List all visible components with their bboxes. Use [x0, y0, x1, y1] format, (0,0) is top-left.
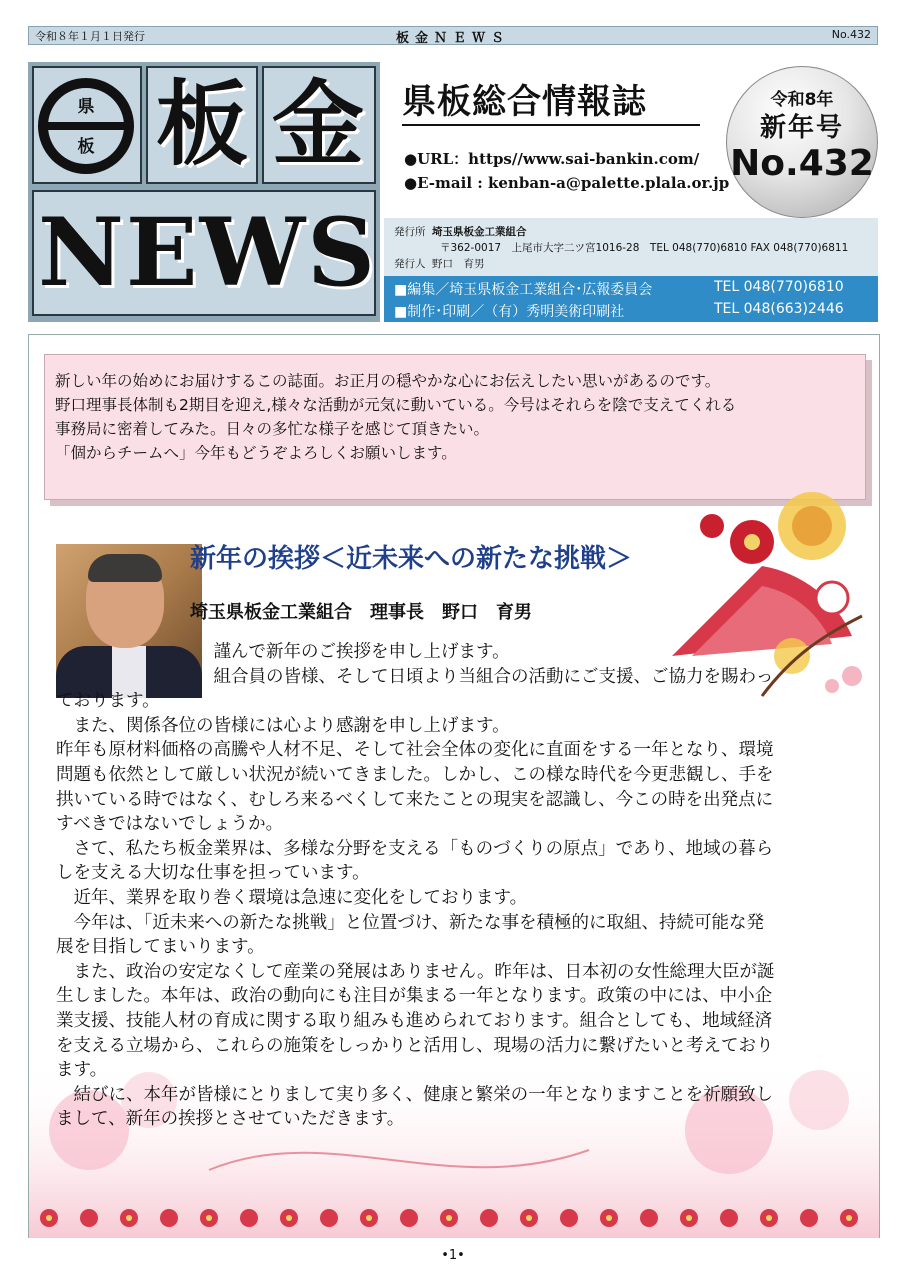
emblem-bar: [40, 122, 132, 130]
intro-line: 事務局に密着してみた。日々の多忙な様子を感じて頂きたい。: [55, 420, 490, 438]
article-body-line: 謹んで新年のご挨拶を申し上げます。: [196, 642, 510, 662]
badge-era: 令和8年: [770, 90, 834, 110]
publisher-name: 埼玉県板金工業組合: [432, 226, 527, 238]
article-body-line: まして、新年の挨拶とさせていただきます。: [56, 1109, 405, 1130]
printer-credit: ■制作･印刷／（有）秀明美術印刷社: [394, 304, 625, 320]
article-title: 新年の挨拶＜近未来への新たな挑戦＞: [190, 544, 633, 574]
edit-bar: [384, 276, 878, 322]
article-body-line: ます。: [56, 1060, 108, 1081]
website-url[interactable]: ●URL：https//www.sai-bankin.com/: [404, 150, 700, 168]
editor-tel: TEL 048(770)6810: [714, 279, 844, 295]
article-body-line: さて、私たち板金業界は、多様な分野を支える「ものづくりの原点」であり、地域の暮ら: [56, 838, 774, 859]
newsletter-name: 板金ＮＥＷＳ: [395, 31, 510, 46]
article-body-line: ております。: [56, 691, 160, 712]
top-strip: [28, 26, 878, 45]
article-body-line: 拱いている時ではなく、むしろ来るべくして来たことの現実を認識し、今この時を出発点に: [56, 789, 774, 810]
article-body-line: 展を目指してまいります。: [56, 937, 265, 958]
page-number: •1•: [441, 1248, 465, 1263]
issue-number: No.432: [831, 28, 871, 41]
email-address[interactable]: ●E-mail : kenban-a@palette.plala.or.jp: [404, 174, 730, 192]
photo-hair: [88, 554, 162, 582]
logo-news: NEWS: [38, 198, 378, 308]
article-body-line: 近年、業界を取り巻く環境は急速に変化をしております。: [56, 888, 528, 908]
article-body-line: すべきではないでしょうか。: [56, 814, 284, 835]
intro-line: 「個からチームへ」今年もどうぞよろしくお願いします。: [55, 444, 457, 462]
article-body-line: また、政治の安定なくして産業の発展はありません。昨年は、日本初の女性総理大臣が誕: [56, 961, 775, 982]
emblem-bottom-char: 板: [77, 137, 95, 157]
magazine-subtitle: 県板総合情報誌: [402, 82, 647, 122]
issue-date: 令和８年１月１日発行: [35, 30, 145, 43]
logo-kanji-kin: 金: [272, 70, 365, 178]
issue-badge: [726, 66, 878, 218]
editor-credit: ■編集／埼玉県板金工業組合･広報委員会: [394, 282, 653, 298]
publisher-info: [384, 218, 878, 276]
intro-line: 新しい年の始めにお届けするこの誌面。お正月の穏やかな心にお伝えしたい思いがあるのです。: [55, 372, 721, 390]
article-body-line: 問題も依然として厳しい状況が続いてきました。しかし、この様な時代を今更悲観し、手を: [56, 765, 774, 785]
article-body-line: 業支援、技能人材の育成に関する取り組みも進められております。組合としても、地域経済: [56, 1011, 773, 1031]
article-body-line: 結びに、本年が皆様にとりまして実り多く、健康と繁栄の一年となりますことを祈願致し: [56, 1084, 774, 1105]
article-body-line: を支える立場から、これらの施策をしっかりと活用し、現場の活力に繋げたいと考えており: [56, 1035, 774, 1056]
article-body-line: また、関係各位の皆様には心より感謝を申し上げます。: [56, 715, 510, 736]
badge-number: No.432: [730, 143, 874, 184]
subtitle-rule: [402, 124, 700, 126]
intro-box: [44, 354, 866, 500]
intro-line: 野口理事長体制も2期目を迎え,様々な活動が元気に動いている。今号はそれらを陰で支えてくれる: [55, 396, 737, 414]
article-body-line: 組合員の皆様、そして日頃より当組合の活動にご支援、ご協力を賜わっ: [196, 666, 774, 687]
issuer-label: 発行人: [394, 258, 426, 270]
issuer-name: 野口 育男: [432, 258, 485, 270]
article-body-line: 昨年も原材料価格の高騰や人材不足、そして社会全体の変化に直面をする一年となり、環境: [56, 740, 774, 761]
publisher-label: 発行所: [394, 226, 426, 238]
article-body-line: 今年は、「近未来への新たな挑戦」と位置づけ、新たな事を積極的に取組、持続可能な発: [56, 912, 765, 933]
publisher-address: 〒362-0017 上尾市大字二ツ宮1016-28 TEL 048(770)6810 FAX 048(770)6811: [440, 242, 849, 254]
article-body-line: 生しました。本年は、政治の動向にも注目が集まる一年となります。政策の中には、中小企: [56, 986, 773, 1007]
logo-kanji-ban: 板: [156, 70, 249, 178]
emblem-top-char: 県: [77, 97, 95, 117]
badge-issue-name: 新年号: [759, 113, 844, 143]
article-body-line: しを支える大切な仕事を担っています。: [56, 863, 370, 884]
article-author: 埼玉県板金工業組合 理事長 野口 育男: [190, 602, 532, 623]
printer-tel: TEL 048(663)2446: [714, 301, 844, 317]
